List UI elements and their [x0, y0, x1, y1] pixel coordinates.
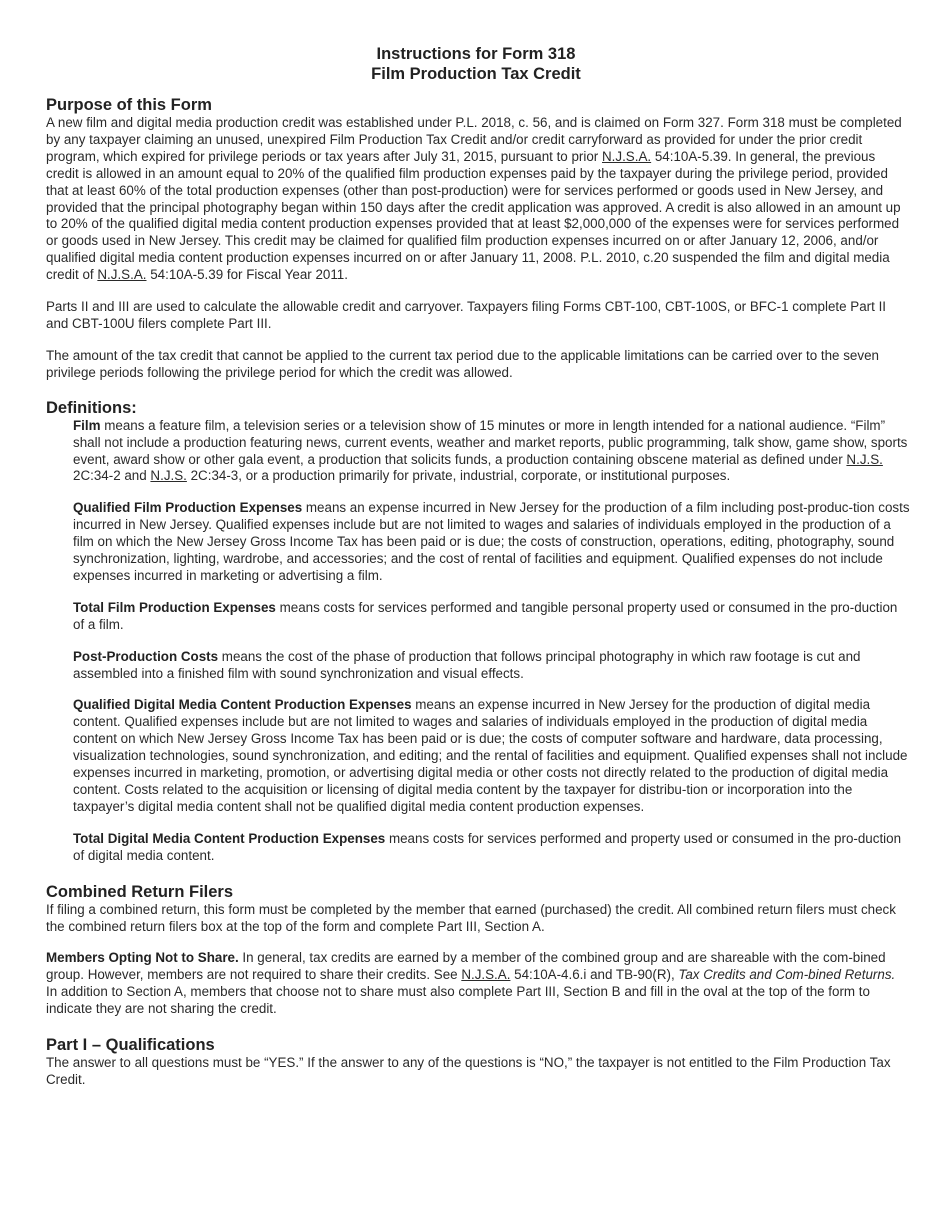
combined-p2-term: Members Opting Not to Share. — [46, 950, 239, 966]
part1-paragraph: The answer to all questions must be “YES.” If the answer to any of the questions is “NO,” the taxpayer is not entitled to the Film Production Tax Credit. — [46, 1055, 891, 1087]
purpose-p1-text-b: 54:10A-5.39. In general, the previous credit is allowed in an amount equal to 20% of the qualified film production expenses paid by the taxpayer during the privilege period, provided that at least 60% of the total production expenses (other than post-production) were for services performed or goods used in New Jersey, and provided that the principal photography began within 150 days after the credit application was approved. A credit is also allowed in an amount up to 20% of the qualified digital media content production expenses provided that at least $2,000,000 of the expenses were for services performed or goods used in New Jersey. This credit may be claimed for qualified film production expenses incurred on or after January 12, 2006, and/or qualified digital media content production expenses incurred on or after January 11, 2008. P.L. 2010, c.20 suspended the film and digital media credit of — [46, 148, 901, 283]
definition-qualified-digital-media-expenses — [73, 697, 910, 815]
purpose-paragraph-3: The amount of the tax credit that cannot be applied to the current tax period due to the applicable limitations can be carried over to the seven privilege periods following the privilege period for which the credit was allowed. — [46, 347, 879, 380]
definition-ppc-text: means the cost of the phase of production that follows principal photography in which raw footage is cut and assembled into a finished film with sound synchronization and visual effects. — [73, 648, 861, 681]
definition-ppc-term: Post-Production Costs — [73, 648, 219, 664]
definition-tdm-term: Total Digital Media Content Production Expenses — [73, 830, 386, 846]
purpose-paragraph-2: Parts II and III are used to calculate the allowable credit and carryover. Taxpayers filing Forms CBT-100, CBT-100S, or BFC-1 complete Part II and CBT-100U filers complete Part III. — [46, 299, 887, 331]
definition-qfpe-term: Qualified Film Production Expenses — [73, 500, 303, 516]
combined-paragraph-2 — [46, 950, 906, 1018]
combined-heading: Combined Return Filers — [46, 882, 234, 901]
definition-film-text-a: means a feature film, a television series or a television show of 15 minutes or more in length intended for a national audience. “Film” shall not include a production featuring news, current events, weather and market reports, public programming, talk show, game show, sports event, award show or other gala event, a production that solicits funds, a production containing obscene material as defined under — [73, 417, 908, 467]
definition-qfpe-text: means an expense incurred in New Jersey for the production of a film including post-produc-tion costs incurred in New Jersey. Qualified expenses include but are not limited to wages and salaries of individuals employed in the production of a film on which the New Jersey Gross Income Tax has been paid or is due; the costs of construction, operations, editing, photography, sound synchronization, lighting, wardrobe, and accessories; and the cost of rental of facilities and equipment. Qualified expenses do not include expenses incurred in marketing or advertising a film. — [73, 500, 910, 583]
definition-qdm-term: Qualified Digital Media Content Production Expenses — [73, 697, 412, 713]
purpose-paragraph-1 — [46, 115, 906, 284]
definition-tfpe-text: means costs for services performed and tangible personal property used or consumed in the pro-duction of a film. — [73, 599, 898, 632]
combined-p2-text-c: In addition to Section A, members that choose not to share must also complete Part III, Section B and fill in the oval at the top of the form to indicate they are not sharing the credit. — [46, 984, 870, 1017]
definition-total-film-production-expenses — [73, 600, 910, 634]
definition-total-digital-media-expenses — [73, 831, 910, 865]
purpose-p1-ref-2: N.J.S.A. — [97, 267, 147, 283]
definitions-heading: Definitions: — [46, 398, 137, 417]
purpose-p1-ref-1: N.J.S.A. — [602, 148, 652, 164]
definition-post-production-costs — [73, 649, 910, 683]
document-title — [46, 44, 906, 84]
title-line-2: Film Production Tax Credit — [371, 65, 581, 83]
definition-tdm-text: means costs for services performed and property used or consumed in the pro-duction of digital media content. — [73, 830, 902, 863]
combined-paragraph-1: If filing a combined return, this form must be completed by the member that earned (purchased) the credit. All combined return filers must check the combined return filers box at the top of the form and complete Part III, Section A. — [46, 901, 896, 934]
document-page — [46, 44, 910, 1089]
definition-film-text-b: 2C:34-2 and — [73, 468, 151, 484]
definition-film-ref-1: N.J.S. — [846, 451, 883, 467]
definition-film — [73, 418, 910, 486]
definition-film-ref-2: N.J.S. — [150, 468, 187, 484]
definition-film-text-c: 2C:34-3, or a production primarily for private, industrial, corporate, or institutional purposes. — [186, 468, 731, 484]
combined-p2-text-a: In general, tax credits are earned by a member of the combined group and are shareable with the com-bined group. However, members are not required to share their credits. See — [46, 950, 886, 983]
part1-heading: Part I – Qualifications — [46, 1036, 215, 1055]
title-line-1: Instructions for Form 318 — [376, 45, 576, 63]
definition-qdm-text: means an expense incurred in New Jersey for the production of digital media content. Qualified expenses include but are not limited to wages and salaries of individuals employed in the production of digital media content on which New Jersey Gross Income Tax has been paid or is due; the costs of computer software and hardware, data processing, visualization technologies, sound synchronization, and editing; and the rental of facilities and equipment. Qualified expenses shall not include expenses incurred in marketing, promotion, or advertising digital media or other costs not directly related to the production of digital media content. Costs related to the acquisition or licensing of digital media content by the taxpayer for distribu-tion or incorporation into the taxpayer’s digital media content shall not be qualified digital media content production expenses. — [73, 697, 908, 814]
combined-p2-italic: Tax Credits and Com-bined Returns. — [678, 967, 896, 983]
definition-film-term: Film — [73, 417, 101, 433]
combined-p2-ref: N.J.S.A. — [461, 967, 511, 983]
definition-tfpe-term: Total Film Production Expenses — [73, 599, 276, 615]
purpose-heading: Purpose of this Form — [46, 96, 212, 114]
purpose-p1-text-c: 54:10A-5.39 for Fiscal Year 2011. — [146, 267, 348, 283]
definition-qualified-film-production-expenses — [73, 500, 910, 585]
purpose-p1-text-a: A new film and digital media production credit was established under P.L. 2018, c. 56, and is claimed on Form 327. Form 318 must be completed by any taxpayer claiming an unused, unexpired Film Production Tax Credit and/or credit carryforward as provided for under the prior credit program, which expired for privilege periods or tax years after July 31, 2015, pursuant to prior — [46, 115, 902, 164]
combined-p2-text-b: 54:10A-4.6.i and TB-90(R), — [510, 967, 679, 983]
